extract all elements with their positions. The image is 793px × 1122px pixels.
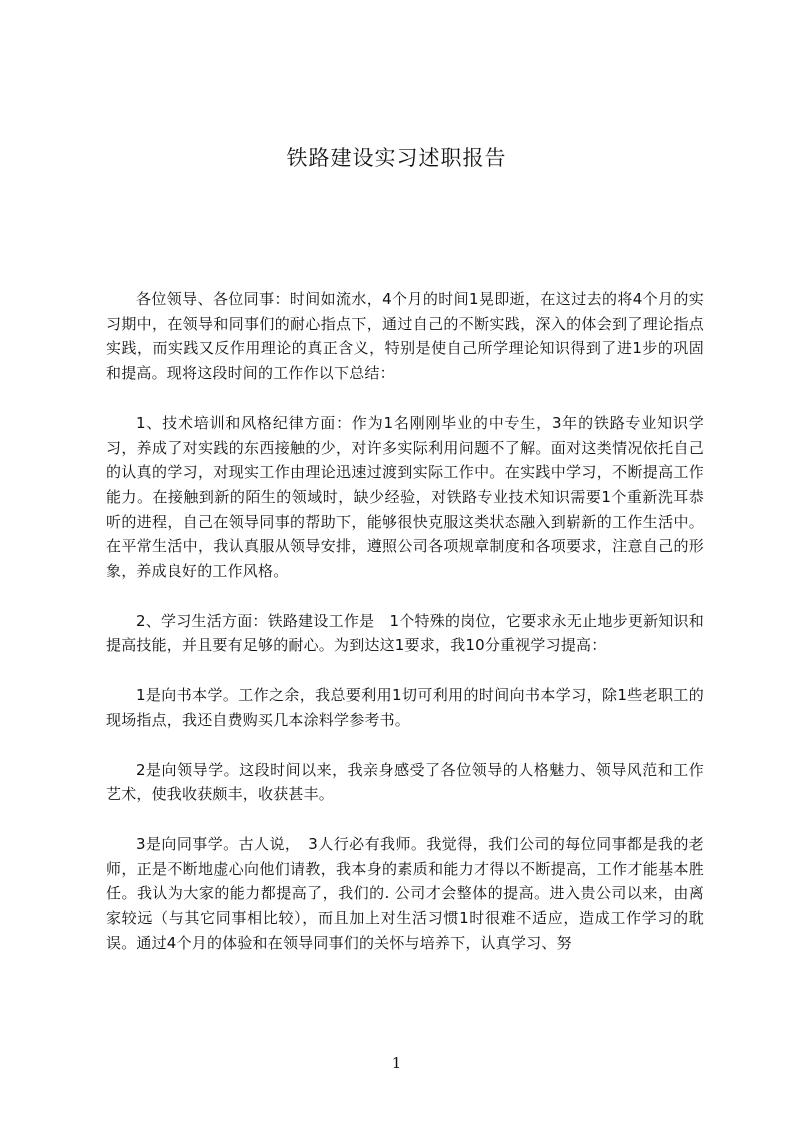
paragraph-learn-from-leaders: 2是向领导学。这段时间以来，我亲身感受了各位领导的人格魅力、领导风范和工作艺术，使我收获颇丰，收获甚丰。	[106, 760, 704, 804]
paragraph-learn-from-colleagues: 3是向同事学。古人说， 3人行必有我师。我觉得，我们公司的每位同事都是我的老师，正是不断地虚心向他们请教，我本身的素质和能力才得以不断提高，工作才能基本胜任。我认为大家的能力都提高了，我们的. 公司才会整体的提高。进入贵公司以来，由离家较远（与其它同事相比较），而且加上对生活习惯1时很难不适应，造成工作学习的耽误。通过4个月的体验和在领导同事们的关怀与培养下，认真学习、努	[106, 834, 704, 952]
document-body	[106, 287, 704, 980]
paragraph-intro: 各位领导、各位同事：时间如流水，4个月的时间1晃即逝，在这过去的将4个月的实习期中，在领导和同事们的耐心指点下，通过自己的不断实践，深入的体会到了理论指点实践，而实践又反作用理论的真正含义，特别是使自己所学理论知识得到了进1步的巩固和提高。现将这段时间的工作作以下总结：	[106, 290, 704, 383]
paragraph-technical-training: 1、技术培训和风格纪律方面：作为1名刚刚毕业的中专生，3年的铁路专业知识学习，养成了对实践的东西接触的少，对许多实际利用问题不了解。面对这类情况依托自己的认真的学习，对现实工作由理论迅速过渡到实际工作中。在实践中学习，不断提高工作能力。在接触到新的陌生的领域时，缺少经验，对铁路专业技术知识需要1个重新洗耳恭听的进程，自己在领导同事的帮助下，能够很快克服这类状态融入到崭新的工作生活中。在平常生活中，我认真服从领导安排，遵照公司各项规章制度和各项要求，注意自己的形象，养成良好的工作风格。	[106, 413, 704, 581]
paragraph-learn-from-books: 1是向书本学。工作之余，我总要利用1切可利用的时间向书本学习，除1些老职工的现场指点，我还自费购买几本涂料学参考书。	[106, 686, 704, 729]
paragraph-study-life: 2、学习生活方面：铁路建设工作是 1个特殊的岗位，它要求永无止地步更新知识和提高技能，并且要有足够的耐心。为到达这1要求，我10分重视学习提高：	[106, 611, 704, 655]
page-number: 1	[391, 1054, 402, 1072]
document-title: 铁路建设实习述职报告	[286, 146, 507, 170]
